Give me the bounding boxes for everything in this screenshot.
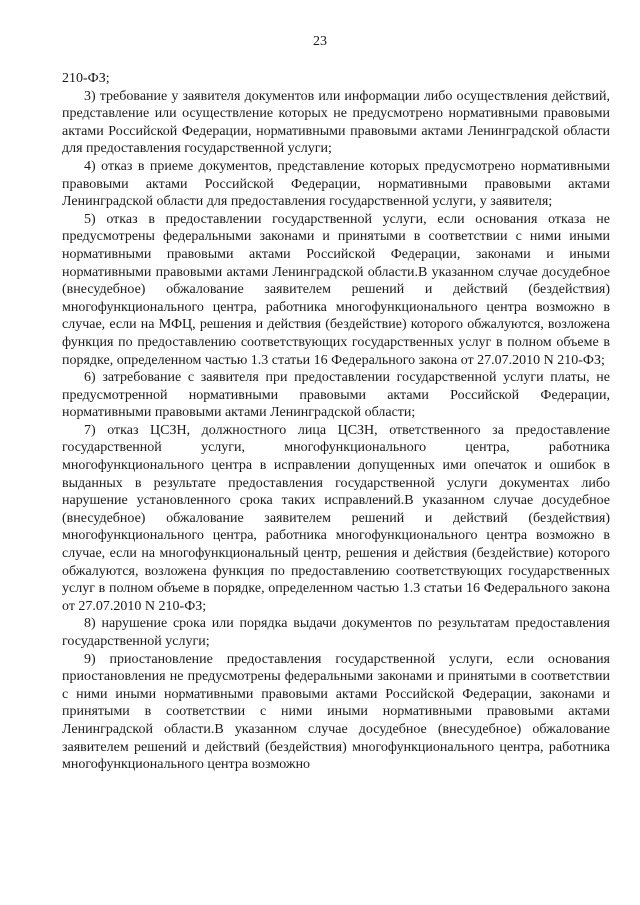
paragraph-item-9: 9) приостановление предоставления государственной услуги, если основания приостановления не предусмотрены федеральными законами и принятыми в соответствии с ними иными нормативными правовыми актами Российской Федерации, законами и принятыми в соответствии с ними иными нормативными правовыми актами Ленинградской области.В указанном случае досудебное (внесудебное) обжалование заявителем решений и действий (бездействия) многофункционального центра, работника многофункционального центра возможно (62, 651, 610, 773)
document-body (62, 70, 610, 774)
paragraph-item-3: 3) требование у заявителя документов или информации либо осуществления действий, представление или осуществление которых не предусмотрено нормативными правовыми актами Российской Федерации, нормативными правовыми актами Ленинградской области для предоставления государственной услуги; (62, 88, 610, 157)
page-number: 23 (313, 34, 327, 49)
paragraph-item-6: 6) затребование с заявителя при предоставлении государственной услуги платы, не предусмотренной нормативными правовыми актами Российской Федерации, нормативными правовыми актами Ленинградской области; (62, 370, 610, 421)
paragraph-item-7: 7) отказ ЦСЗН, должностного лица ЦСЗН, ответственного за предоставление государственной услуги, многофункционального центра, работника многофункционального центра в исправлении допущенных ими опечаток и ошибок в выданных в результате предоставления государственной услуги документах либо нарушение установленного срока таких исправлений.В указанном случае досудебное (внесудебное) обжалование заявителем решений и действий (бездействия) многофункционального центра, работника многофункционального центра возможно в случае, если на многофункциональный центр, решения и действия (бездействие) которого обжалуются, возложена функция по предоставлению соответствующих государственных услуг в полном объеме в порядке, определенном частью 1.3 статьи 16 Федерального закона от 27.07.2010 N 210-ФЗ; (62, 422, 610, 614)
paragraph-continuation: 210-ФЗ; (62, 71, 110, 86)
paragraph-item-4: 4) отказ в приеме документов, представление которых предусмотрено нормативными правовыми актами Российской Федерации, нормативными правовыми актами Ленинградской области для предоставления государственной услуги, у заявителя; (62, 158, 610, 210)
paragraph-item-5: 5) отказ в предоставлении государственной услуги, если основания отказа не предусмотрены федеральными законами и принятыми в соответствии с ними иными нормативными правовыми актами Российской Федерации, законами и иными нормативными правовыми актами Ленинградской области.В указанном случае досудебное (внесудебное) обжалование заявителем решений и действий (бездействия) многофункционального центра, работника многофункционального центра возможно в случае, если на МФЦ, решения и действия (бездействие) которого обжалуются, возложена функция по предоставлению соответствующих государственных услуг в полном объеме в порядке, определенном частью 1.3 статьи 16 Федерального закона от 27.07.2010 N 210-ФЗ; (62, 211, 610, 368)
paragraph-item-8: 8) нарушение срока или порядка выдачи документов по результатам предоставления государственной услуги; (62, 616, 610, 649)
